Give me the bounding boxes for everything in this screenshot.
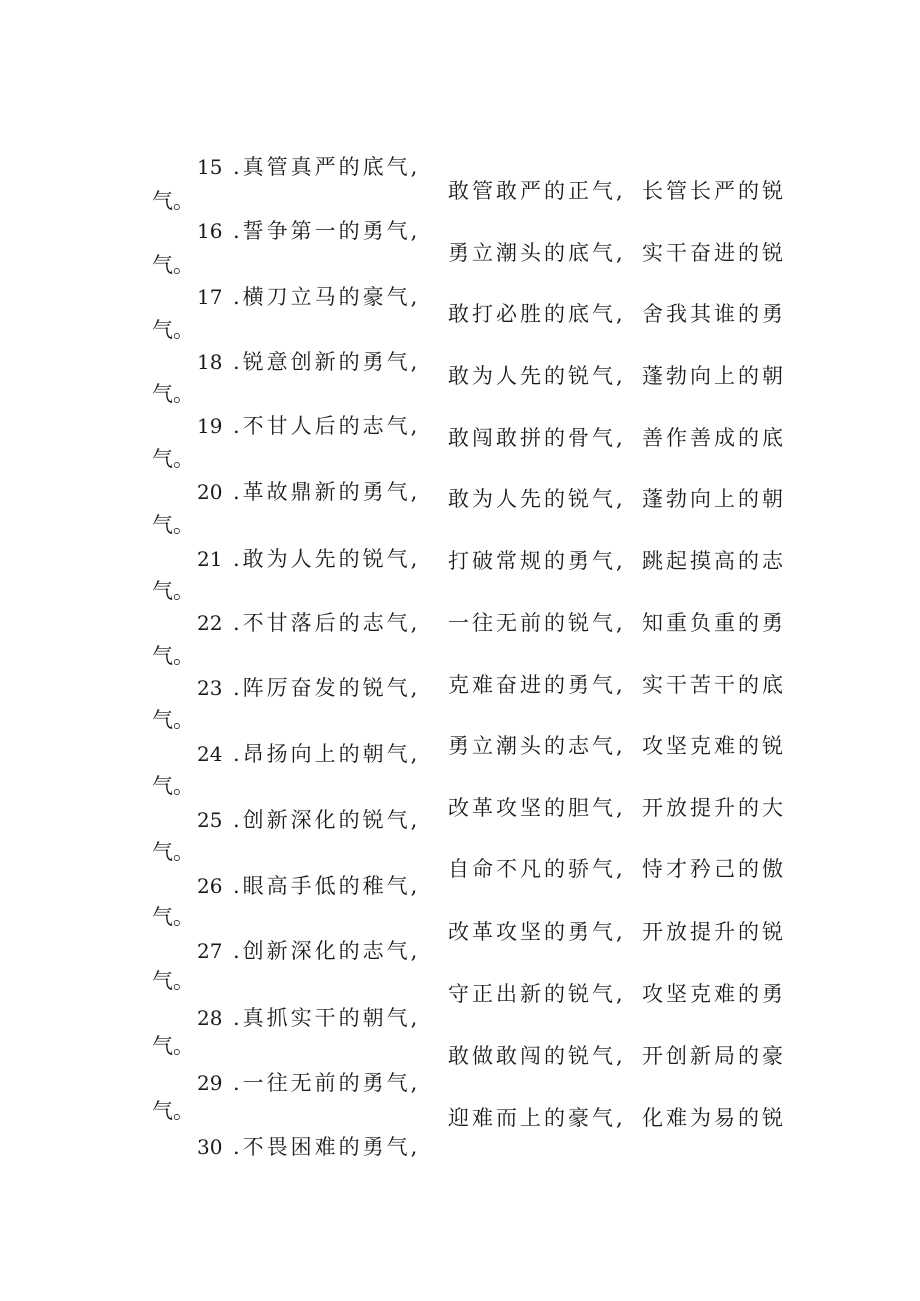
- item-phrase-c: 开创新局的豪: [642, 1044, 786, 1068]
- item-phrase-c: 蓬勃向上的朝: [642, 364, 786, 388]
- item-tail: 气。: [152, 579, 194, 603]
- item-phrase-a: .不甘人后的志气,: [233, 414, 421, 438]
- item-tail: 气。: [152, 1034, 194, 1058]
- item-tail: 气。: [152, 513, 194, 537]
- item-tail: 气。: [152, 382, 194, 406]
- item-phrase-a: .革故鼎新的勇气,: [233, 480, 421, 504]
- item-number: 16: [197, 219, 223, 243]
- item-phrase-c: 善作善成的底: [642, 426, 786, 450]
- item-tail: 气。: [152, 253, 194, 277]
- item-phrase-a: .阵厉奋发的锐气,: [233, 676, 421, 700]
- item-number: 19: [197, 414, 223, 438]
- item-phrase-a: .真管真严的底气,: [233, 155, 421, 179]
- item-phrase-b: 打破常规的勇气,: [448, 549, 626, 573]
- item-phrase-c: 化难为易的锐: [642, 1106, 786, 1130]
- item-phrase-c: 开放提升的锐: [642, 920, 786, 944]
- item-phrase-a: .横刀立马的豪气,: [233, 285, 421, 309]
- item-phrase-c: 攻坚克难的锐: [642, 734, 786, 758]
- item-phrase-b: 勇立潮头的志气,: [448, 734, 626, 758]
- item-number: 26: [197, 874, 223, 898]
- item-phrase-c: 恃才矜己的傲: [642, 857, 786, 881]
- item-tail: 气。: [152, 1099, 194, 1123]
- item-tail: 气。: [152, 447, 194, 471]
- item-phrase-c: 舍我其谁的勇: [642, 302, 786, 326]
- item-phrase-b: 勇立潮头的底气,: [448, 241, 626, 265]
- item-tail: 气。: [152, 318, 194, 342]
- item-phrase-a: .一往无前的勇气,: [233, 1071, 421, 1095]
- item-number: 17: [197, 285, 223, 309]
- item-phrase-b: 改革攻坚的勇气,: [448, 920, 626, 944]
- item-number: 21: [197, 547, 223, 571]
- item-phrase-c: 蓬勃向上的朝: [642, 487, 786, 511]
- item-phrase-c: 跳起摸高的志: [642, 549, 786, 573]
- item-tail: 气。: [152, 644, 194, 668]
- item-number: 30: [197, 1135, 223, 1159]
- item-phrase-b: 迎难而上的豪气,: [448, 1106, 626, 1130]
- item-number: 25: [197, 808, 223, 832]
- item-phrase-b: 敢闯敢拼的骨气,: [448, 426, 626, 450]
- item-number: 23: [197, 676, 223, 700]
- item-number: 29: [197, 1071, 223, 1095]
- item-phrase-b: 敢为人先的锐气,: [448, 364, 626, 388]
- item-phrase-a: .不甘落后的志气,: [233, 611, 421, 635]
- item-phrase-b: 克难奋进的勇气,: [448, 673, 626, 697]
- item-tail: 气。: [152, 774, 194, 798]
- item-phrase-b: 敢打必胜的底气,: [448, 302, 626, 326]
- item-phrase-a: .誓争第一的勇气,: [233, 219, 421, 243]
- item-phrase-c: 实干苦干的底: [642, 673, 786, 697]
- item-phrase-a: .眼高手低的稚气,: [233, 874, 421, 898]
- item-phrase-c: 长管长严的锐: [642, 179, 786, 203]
- item-tail: 气。: [152, 708, 194, 732]
- item-phrase-c: 实干奋进的锐: [642, 241, 786, 265]
- item-phrase-b: 敢为人先的锐气,: [448, 487, 626, 511]
- item-number: 20: [197, 480, 223, 504]
- item-tail: 气。: [152, 189, 194, 213]
- item-phrase-a: .昂扬向上的朝气,: [233, 742, 421, 766]
- item-number: 24: [197, 742, 223, 766]
- item-tail: 气。: [152, 969, 194, 993]
- item-phrase-b: 改革攻坚的胆气,: [448, 796, 626, 820]
- item-number: 18: [197, 350, 223, 374]
- item-phrase-b: 敢管敢严的正气,: [448, 179, 626, 203]
- item-phrase-c: 知重负重的勇: [642, 611, 786, 635]
- item-number: 22: [197, 611, 223, 635]
- item-phrase-b: 敢做敢闯的锐气,: [448, 1044, 626, 1068]
- item-tail: 气。: [152, 905, 194, 929]
- item-phrase-a: .敢为人先的锐气,: [233, 547, 421, 571]
- item-number: 15: [197, 155, 223, 179]
- item-phrase-b: 守正出新的锐气,: [448, 982, 626, 1006]
- item-tail: 气。: [152, 840, 194, 864]
- item-phrase-a: .锐意创新的勇气,: [233, 350, 421, 374]
- item-number: 27: [197, 939, 223, 963]
- item-phrase-c: 开放提升的大: [642, 796, 786, 820]
- item-phrase-b: 一往无前的锐气,: [448, 611, 626, 635]
- item-number: 28: [197, 1006, 223, 1030]
- item-phrase-a: .不畏困难的勇气,: [233, 1135, 421, 1159]
- item-phrase-c: 攻坚克难的勇: [642, 982, 786, 1006]
- item-phrase-a: .创新深化的志气,: [233, 939, 421, 963]
- item-phrase-b: 自命不凡的骄气,: [448, 857, 626, 881]
- item-phrase-a: .创新深化的锐气,: [233, 808, 421, 832]
- item-phrase-a: .真抓实干的朝气,: [233, 1006, 421, 1030]
